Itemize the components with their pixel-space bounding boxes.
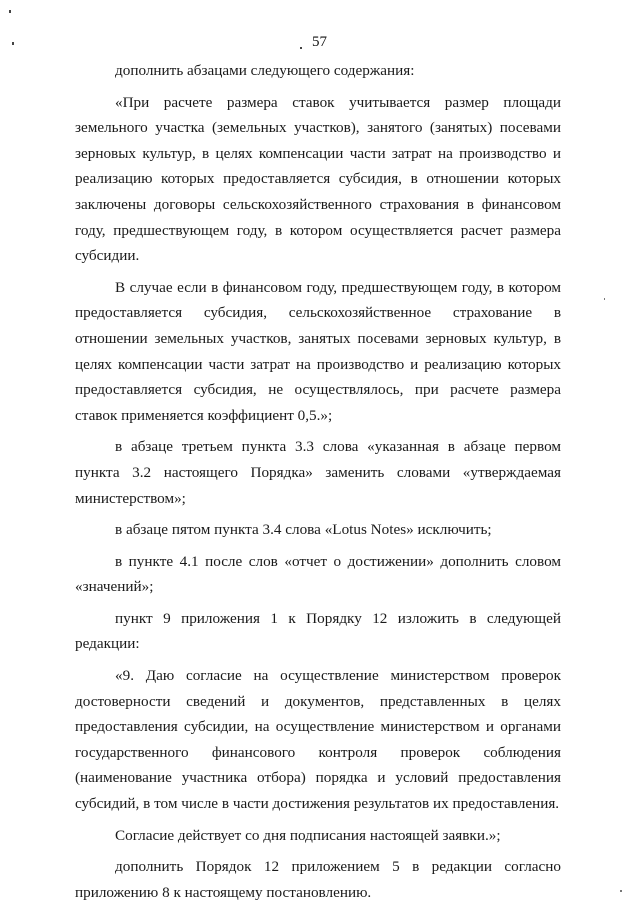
scan-speck (604, 298, 605, 300)
scan-speck (9, 10, 11, 13)
paragraph: дополнить абзацами следующего содержания: (115, 62, 415, 79)
page-body (75, 58, 561, 911)
scan-speck (620, 890, 622, 892)
paragraph: в пункте 4.1 после слов «отчет о достижении» дополнить словом «значений»; (75, 552, 561, 596)
page-number: 57 (312, 34, 327, 50)
paragraph: Согласие действует со дня подписания настоящей заявки.»; (115, 826, 501, 844)
paragraph: дополнить Порядок 12 приложением 5 в редакции согласно приложению 8 к настоящему постановлению. (75, 858, 561, 901)
paragraph: «При расчете размера ставок учитывается размер площади земельного участка (земельных участков), занятого (занятых) посевами зерновых культур, в целях компенсации части затрат на производство и реализацию которых предоставляется субсидия, в отношении которых заключены договоры сельскохозяйственного страхования в финансовом году, предшествующем году, в котором осуществляется расчет размера субсидии. (75, 93, 561, 265)
paragraph: пункт 9 приложения 1 к Порядку 12 изложить в следующей редакции: (75, 609, 561, 653)
paragraph: в абзаце пятом пункта 3.4 слова «Lotus Notes» исключить; (115, 521, 492, 539)
paragraph: «9. Даю согласие на осуществление министерством проверок достоверности сведений и документов, представленных в целях предоставления субсидии, на осуществление министерством и органами государственного финансового контроля проверок соблюдения (наименование участника отбора) порядка и условий предоставления субсидий, в том числе в части достижения результатов их предоставления. (75, 667, 561, 813)
paragraph: в абзаце третьем пункта 3.3 слова «указанная в абзаце первом пункта 3.2 настоящего Порядка» заменить словами «утверждаемая министерством»; (75, 438, 561, 507)
paragraph: В случае если в финансовом году, предшествующем году, в котором предоставляется субсидия, сельскохозяйственное страхование в отношении земельных участков, занятых посевами зерновых культур, в целях компенсации части затрат на производство и реализацию которых предоставляется субсидия, не осуществлялось, при расчете размера ставок применяется коэффициент 0,5.»; (75, 278, 561, 424)
